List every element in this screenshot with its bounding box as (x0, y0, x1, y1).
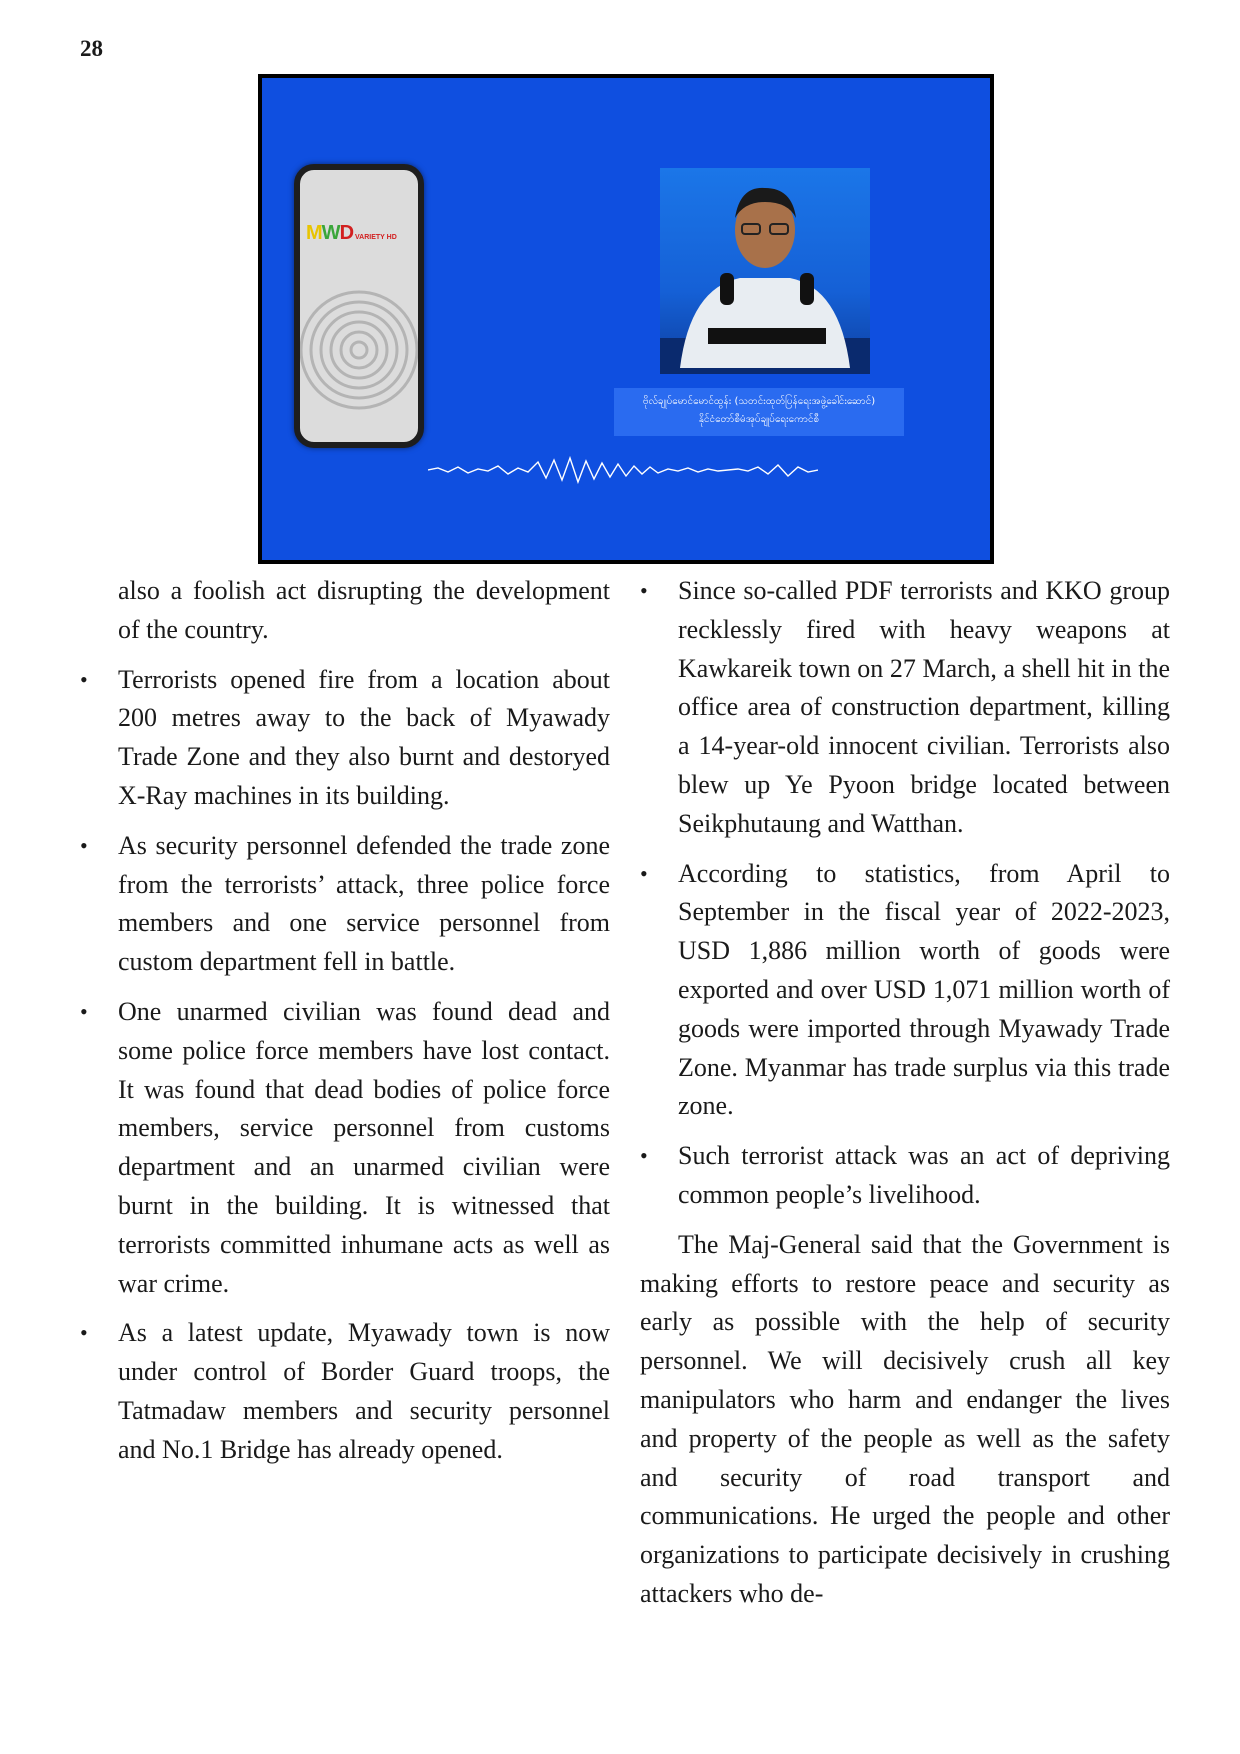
bullet-item: • Terrorists opened fire from a location about 200 metres away to the back of Myawady Trade Zone and they also burnt and destoryed X-Ray machines in its building. (80, 661, 610, 816)
speaker-photo (660, 168, 870, 374)
right-text-column (640, 572, 1170, 1625)
speaker-illustration (660, 168, 870, 374)
audio-waveform-icon (428, 452, 818, 488)
phone-illustration (294, 164, 424, 448)
page-number: 28 (80, 36, 103, 61)
mwd-logo: MWD VARIETY HD (306, 222, 397, 244)
bullet-item: • As security personnel defended the trade zone from the terrorists’ attack, three police force members and one service personnel from custom department fell in battle. (80, 827, 610, 982)
body-paragraph: The Maj-General said that the Government is making efforts to restore peace and security as early as possible with the help of security personnel. We will decisively crush all key manipulators who harm and endanger the lives and property of the people as well as the safety and security of road transport and communications. He urged the people and other organizations to participate decisively in crushing attackers who de- (640, 1229, 1170, 1608)
bullet-dot: • (80, 832, 88, 858)
bullet-dot: • (80, 998, 88, 1024)
bullet-item: • According to statistics, from April to September in the fiscal year of 2022-2023, USD 1,886 million worth of goods were exported and over USD 1,071 million worth of goods were imported through Myawady Trade Zone. Myanmar has trade surplus via this trade zone. (640, 855, 1170, 1127)
left-text-column (80, 572, 610, 1481)
speaker-caption: ဗိုလ်ချုပ်မောင်မောင်ထွန်း (သတင်းထုတ်ပြန်ရေးအဖွဲ့ခေါင်းဆောင်) နိုင်ငံတော်စီမံအုပ်ချုပ်ရေးကောင်စီ (614, 388, 904, 436)
continuation-paragraph: also a foolish act disrupting the development of the country. (118, 576, 610, 644)
bullet-dot: • (640, 860, 648, 886)
bullet-item: • Since so-called PDF terrorists and KKO group recklessly fired with heavy weapons at Kawkareik town on 27 March, a shell hit in the office area of construction department, killing a 14-year-old innocent civilian. Terrorists also blew up Ye Pyoon bridge located between Seikphutaung and Watthan. (640, 572, 1170, 844)
bullet-item: • Such terrorist attack was an act of depriving common people’s livelihood. (640, 1137, 1170, 1215)
bullet-dot: • (640, 578, 648, 603)
bullet-dot: • (80, 1320, 88, 1346)
news-screenshot-figure (258, 74, 994, 564)
bullet-dot: • (80, 666, 88, 692)
audio-rings-icon (300, 280, 418, 420)
bullet-item: • One unarmed civilian was found dead and some police force members have lost contact. It was found that dead bodies of police force members, service personnel from customs department and an unarmed civilian were burnt in the building. It is witnessed that terrorists committed inhumane acts as well as war crime. (80, 993, 610, 1303)
bullet-item: • As a latest update, Myawady town is now under control of Border Guard troops, the Tatmadaw members and security personnel and No.1 Bridge has already opened. (80, 1314, 610, 1469)
bullet-dot: • (640, 1143, 648, 1169)
